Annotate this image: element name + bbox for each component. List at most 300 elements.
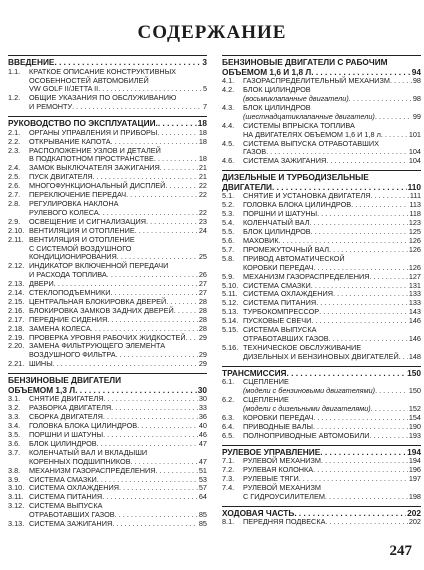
toc-entry bbox=[8, 360, 207, 369]
entry-page-number: 29 bbox=[198, 332, 207, 342]
entry-line bbox=[29, 351, 207, 360]
entry-title: РУЛЕВЫЕ ТЯГИ bbox=[243, 474, 299, 483]
entry-page-number: 21 bbox=[198, 163, 207, 173]
toc-entry bbox=[222, 255, 421, 273]
entry-number: 2.7. bbox=[8, 190, 21, 200]
entry-title: ОРГАНЫ УПРАВЛЕНИЯ И ПРИБОРЫ bbox=[29, 127, 158, 137]
entry-body bbox=[29, 342, 207, 360]
entry-number: 5.7. bbox=[222, 244, 235, 254]
entry-body bbox=[243, 157, 421, 166]
entry-page-number: 22 bbox=[198, 190, 207, 200]
entry-page-number: 85 bbox=[198, 510, 207, 520]
leader-dots bbox=[370, 432, 408, 441]
entry-title: БЛОК ЦИЛИНДРОВ bbox=[243, 102, 311, 112]
section-heading-text: БЕНЗИНОВЫЕ ДВИГАТЕЛИ bbox=[8, 375, 122, 386]
entry-number: 3.9. bbox=[8, 474, 21, 484]
entry-body bbox=[29, 449, 207, 467]
entry-line bbox=[29, 360, 207, 369]
entry-page-number: 125 bbox=[408, 227, 421, 237]
entry-body bbox=[29, 94, 207, 112]
leader-dots bbox=[72, 103, 202, 112]
entry-number: 3.10. bbox=[8, 483, 25, 493]
entry-number: 2.6. bbox=[8, 181, 21, 191]
leader-dots bbox=[316, 299, 408, 308]
toc-entry bbox=[8, 262, 207, 280]
leader-dots bbox=[349, 95, 412, 104]
entry-page-number: 133 bbox=[408, 298, 421, 308]
leader-dots bbox=[107, 316, 198, 325]
section-heading-text: ДИЗЕЛЬНЫЕ И ТУРБОДИЗЕЛЬНЫЕ bbox=[222, 172, 369, 183]
entry-page-number: 18 bbox=[198, 127, 207, 137]
entry-title: ДВЕРИ bbox=[29, 279, 54, 289]
entry-body bbox=[243, 255, 421, 273]
toc-entry bbox=[8, 200, 207, 218]
entry-page-number: 202 bbox=[408, 517, 421, 527]
leader-dots bbox=[103, 431, 198, 440]
entry-title: БЛОК ЦИЛИНДРОВ bbox=[243, 227, 311, 237]
entry-number: 8.1. bbox=[222, 517, 235, 527]
entry-title: КОЛЕНЧАТЫЙ ВАЛ И ВКЛАДЫШИ bbox=[29, 447, 148, 457]
entry-number: 5.6. bbox=[222, 235, 235, 245]
leader-dots bbox=[326, 157, 408, 166]
section-page-number: 150 bbox=[407, 367, 421, 378]
entry-page-number: 104 bbox=[408, 147, 421, 157]
entry-line bbox=[243, 493, 421, 502]
entry-title: И РЕМОНТУ bbox=[29, 102, 73, 112]
toc-entry bbox=[222, 344, 421, 362]
entry-title: РУЛЕВОГО КОЛЕСА bbox=[29, 207, 99, 217]
entry-number: 2.2. bbox=[8, 136, 21, 146]
entry-title: ПОРШНИ И ШАТУНЫ bbox=[243, 209, 318, 219]
entry-body bbox=[29, 262, 207, 280]
leader-dots bbox=[146, 218, 198, 227]
entry-title: РАСПОЛОЖЕНИЕ УЗЛОВ И ДЕТАЛЕЙ bbox=[29, 145, 161, 155]
entry-title: РУЛЕВАЯ КОЛОНКА bbox=[243, 465, 314, 475]
toc-entry bbox=[8, 68, 207, 95]
entry-number: 5.10. bbox=[222, 280, 239, 290]
leader-dots bbox=[314, 414, 408, 423]
entry-number: 2.5. bbox=[8, 172, 21, 182]
leader-dots bbox=[104, 395, 198, 404]
entry-line bbox=[243, 518, 421, 527]
entry-number: 4.1. bbox=[222, 76, 235, 86]
leader-dots bbox=[137, 422, 198, 431]
leader-dots bbox=[399, 353, 408, 362]
entry-number: 1.2. bbox=[8, 93, 21, 103]
leader-dots bbox=[309, 219, 407, 228]
leader-dots bbox=[174, 307, 198, 316]
entry-body bbox=[29, 68, 207, 95]
leader-dots bbox=[111, 404, 198, 413]
entry-page-number: 27 bbox=[198, 288, 207, 298]
entry-number: 2.14. bbox=[8, 288, 25, 298]
entry-number: 2.19. bbox=[8, 332, 25, 342]
entry-title: СИСТЕМА ВЫПУСКА bbox=[29, 501, 103, 511]
entry-page-number: 194 bbox=[408, 456, 421, 466]
entry-number: 6.3. bbox=[222, 412, 235, 422]
leader-dots bbox=[333, 290, 408, 299]
entry-page-number: 23 bbox=[198, 216, 207, 226]
entry-number: 4.4. bbox=[222, 120, 235, 130]
entry-number: 5.9. bbox=[222, 271, 235, 281]
entry-page-number: 47 bbox=[198, 438, 207, 448]
entry-subtitle: (модели с бензиновыми двигателями) bbox=[243, 386, 376, 396]
toc-entry bbox=[222, 432, 421, 441]
entry-number: 5.4. bbox=[222, 218, 235, 228]
entry-title: ПУСК ДВИГАТЕЛЯ bbox=[29, 172, 93, 182]
entry-number: 3.1. bbox=[8, 394, 21, 404]
entry-number: 6.2. bbox=[222, 395, 235, 405]
entry-number: 7.2. bbox=[222, 465, 235, 475]
leader-dots bbox=[154, 155, 198, 164]
entry-title: ОСОБЕННОСТЕЙ АВТОМОБИЛЕЙ bbox=[29, 75, 149, 85]
entry-page-number: 197 bbox=[408, 474, 421, 483]
entry-page-number: 47 bbox=[198, 456, 207, 466]
entry-number: 2.9. bbox=[8, 216, 21, 226]
entry-number: 5.3. bbox=[222, 209, 235, 219]
entry-number: 5.16. bbox=[222, 342, 239, 352]
entry-number: 2.17. bbox=[8, 314, 25, 324]
entry-page-number: 64 bbox=[198, 492, 207, 502]
entry-title: ГОЛОВКА БЛОКА ЦИЛИНДРОВ bbox=[29, 421, 138, 431]
entry-subtitle: (шестнадцатиклапанные двигатели) bbox=[243, 111, 375, 121]
leader-dots bbox=[375, 387, 408, 396]
entry-body bbox=[29, 147, 207, 165]
entry-number: 2.8. bbox=[8, 198, 21, 208]
entry-title: СИСТЕМА ПИТАНИЯ bbox=[243, 298, 317, 308]
toc-entry bbox=[222, 157, 421, 166]
entry-page-number: 152 bbox=[408, 403, 421, 413]
toc-entry bbox=[8, 449, 207, 467]
entry-number: 5.1. bbox=[222, 191, 235, 201]
entry-page-number: 28 bbox=[198, 296, 207, 306]
entry-title: СИСТЕМА СМАЗКИ bbox=[29, 474, 97, 484]
entry-page-number: 113 bbox=[409, 200, 421, 210]
section-page-number: 30 bbox=[197, 384, 207, 395]
entry-body bbox=[29, 360, 207, 369]
entry-title: ВОЗДУШНОГО ФИЛЬТРА bbox=[29, 350, 116, 360]
entry-title: ГАЗОРАСПРЕДЕЛИТЕЛЬНЫЙ МЕХАНИЗМ bbox=[243, 76, 391, 86]
section-heading-text: ХОДОВАЯ ЧАСТЬ bbox=[222, 507, 295, 518]
entry-title: ПРОМЕЖУТОЧНЫЙ ВАЛ bbox=[243, 244, 330, 254]
entry-number: 6.1. bbox=[222, 377, 235, 387]
entry-number: 2.15. bbox=[8, 296, 25, 306]
entry-title: КОЛЕНЧАТЫЙ ВАЛ bbox=[243, 218, 310, 228]
entry-page-number: 21 bbox=[198, 172, 207, 182]
entry-title: ПРОВЕРКА УРОВНЯ РАБОЧИХ ЖИДКОСТЕЙ bbox=[29, 332, 186, 342]
leader-dots bbox=[116, 351, 198, 360]
section-heading-text: ОБЪЕМОМ 1,3 Л bbox=[8, 384, 76, 395]
entry-title: С СИСТЕМОЙ ВОЗДУШНОГО bbox=[29, 243, 132, 253]
entry-title: ПУСКОВЫЕ СВЕЧИ bbox=[243, 316, 312, 326]
toc-entry bbox=[222, 484, 421, 502]
leader-dots bbox=[107, 271, 198, 280]
entry-number: 2.11. bbox=[8, 234, 24, 244]
entry-page-number: 5 bbox=[202, 84, 207, 94]
leader-dots bbox=[102, 493, 198, 502]
entry-page-number: 143 bbox=[408, 307, 421, 317]
entry-title: БЛОК ЦИЛИНДРОВ bbox=[243, 85, 311, 95]
entry-subtitle: (модели с дизельными двигателями) bbox=[243, 403, 371, 413]
entry-page-number: 126 bbox=[408, 235, 421, 245]
entry-page-number: 28 bbox=[198, 323, 207, 333]
entry-number: 2.16. bbox=[8, 305, 25, 315]
leader-dots bbox=[313, 466, 408, 475]
entry-number: 4.5. bbox=[222, 138, 235, 148]
entry-title: КОРОБКИ ПЕРЕДАЧ bbox=[243, 262, 314, 272]
entry-title: ПЕРЕДНЯЯ ПОДВЕСКА bbox=[243, 517, 326, 527]
entry-title: СИСТЕМА ВЫПУСКА bbox=[243, 325, 317, 335]
entry-page-number: 123 bbox=[408, 218, 421, 228]
toc-entry bbox=[222, 518, 421, 527]
entry-number: 5.12. bbox=[222, 298, 239, 308]
entry-title: БЛОК ЦИЛИНДРОВ bbox=[29, 438, 97, 448]
entry-title: ТУРБОКОМПРЕССОР bbox=[243, 307, 320, 317]
entry-title: НА ДВИГАТЕЛЯХ ОБЪЕМОМ 1,6 И 1,8 л bbox=[243, 129, 381, 139]
entry-number: 3.12. bbox=[8, 501, 25, 511]
entry-line bbox=[243, 432, 421, 441]
entry-page-number: 46 bbox=[198, 430, 207, 439]
entry-number: 1.1. bbox=[8, 66, 21, 76]
toc-entry bbox=[222, 396, 421, 414]
leader-dots bbox=[321, 457, 408, 466]
entry-title: ЗАМЕНА ФИЛЬТРУЮЩЕГО ЭЛЕМЕНТА bbox=[29, 341, 166, 351]
entry-body bbox=[243, 122, 421, 140]
entry-page-number: 127 bbox=[408, 271, 421, 281]
entry-page-number: 33 bbox=[198, 403, 207, 413]
leader-dots bbox=[325, 518, 407, 527]
entry-title: И РАСХОДА ТОПЛИВА bbox=[29, 270, 107, 280]
entry-title: КОНДИЦИОНИРОВАНИЯ bbox=[29, 252, 117, 262]
leader-dots bbox=[351, 201, 408, 210]
entry-title: ДИЗЕЛЬНЫХ И БЕНЗИНОВЫХ ДВИГАТЕЛЕЙ bbox=[243, 351, 399, 361]
leader-dots bbox=[381, 131, 408, 140]
entry-title: КОРЕННЫХ ПОДШИПНИКОВ bbox=[29, 456, 131, 466]
entry-title: ПЕРЕКЛЮЧЕНИЕ ПЕРЕДАЧ bbox=[29, 190, 127, 200]
entry-page-number: 146 bbox=[408, 316, 421, 326]
entry-title: СИСТЕМА ОХЛАЖДЕНИЯ bbox=[29, 483, 120, 493]
entry-title: ЗАМЕНА КОЛЕСА bbox=[29, 323, 91, 333]
toc-entry bbox=[222, 122, 421, 140]
entry-number: 2.18. bbox=[8, 323, 25, 333]
entry-body bbox=[243, 378, 421, 396]
section-page-number: 110 bbox=[407, 181, 421, 192]
entry-title: СНЯТИЕ И УСТАНОВКА ДВИГАТЕЛЯ bbox=[243, 191, 371, 201]
entry-title: РАЗБОРКА ДВИГАТЕЛЯ bbox=[29, 403, 112, 413]
entry-page-number: 193 bbox=[408, 430, 421, 440]
section-heading bbox=[8, 116, 207, 129]
entry-page-number: 98 bbox=[412, 94, 421, 103]
entry-line bbox=[243, 140, 421, 149]
entry-title: ОТКРЫВАНИЕ КАПОТА bbox=[29, 136, 111, 146]
leader-dots bbox=[317, 210, 408, 219]
entry-page-number: 53 bbox=[198, 474, 207, 484]
entry-number: 5.2. bbox=[222, 200, 235, 210]
entry-number: 5.5. bbox=[222, 227, 235, 237]
leader-dots bbox=[325, 493, 408, 502]
entry-number: 3.5. bbox=[8, 430, 21, 439]
toc-entry bbox=[222, 104, 421, 122]
entry-line bbox=[29, 520, 207, 529]
entry-title: ЦЕНТРАЛЬНАЯ БЛОКИРОВКА ДВЕРЕЙ bbox=[29, 296, 167, 306]
leader-dots bbox=[311, 228, 408, 237]
entry-number: 2.13. bbox=[8, 279, 25, 289]
section-page-number: 194 bbox=[407, 446, 421, 457]
entry-number: 2.1. bbox=[8, 127, 21, 137]
entry-title: ТЕХНИЧЕСКОЕ ОБСЛУЖИВАНИЕ bbox=[243, 342, 362, 352]
entry-number: 3.13. bbox=[8, 519, 25, 529]
entry-page-number: 126 bbox=[408, 262, 421, 272]
leader-dots bbox=[320, 448, 406, 458]
toc-entry bbox=[222, 378, 421, 396]
entry-title: ОБЩИЕ УКАЗАНИЯ ПО ОБСЛУЖИВАНИЮ bbox=[29, 93, 177, 103]
entry-number: 2.21. bbox=[8, 359, 25, 369]
entry-title: ПРИВОД АВТОМАТИЧЕСКОЙ bbox=[243, 253, 345, 263]
entry-title: СБОРКА ДВИГАТЕЛЯ bbox=[29, 412, 103, 422]
entry-title: СИСТЕМА ПИТАНИЯ bbox=[29, 492, 103, 502]
entry-title: СНЯТИЕ ДВИГАТЕЛЯ bbox=[29, 394, 104, 404]
entry-body bbox=[243, 140, 421, 158]
section-heading bbox=[8, 55, 207, 68]
entry-page-number: 133 bbox=[408, 289, 421, 299]
entry-number: 7.4. bbox=[222, 482, 235, 492]
toc-entry bbox=[222, 326, 421, 344]
entry-title: ПОРШНИ И ШАТУНЫ bbox=[29, 430, 104, 439]
entry-line bbox=[243, 157, 421, 166]
leader-dots bbox=[157, 129, 198, 138]
entry-page-number: 99 bbox=[412, 111, 421, 121]
entry-page-number: 126 bbox=[408, 244, 421, 254]
entry-page-number: 146 bbox=[408, 333, 421, 343]
entry-title: ПЕРЕДНИЕ СИДЕНИЯ bbox=[29, 314, 108, 324]
section-heading-text: БЕНЗИНОВЫЕ ДВИГАТЕЛИ С РАБОЧИМ bbox=[222, 57, 388, 67]
entry-title: РЕГУЛИРОВКА НАКЛОНА bbox=[29, 198, 119, 208]
entry-number: 2.3. bbox=[8, 145, 21, 155]
entry-title: ЗАМОК ВЫКЛЮЧАТЕЛЯ ЗАЖИГАНИЯ bbox=[29, 163, 160, 173]
section-heading-text: РУКОВОДСТВО ПО ЭКСПЛУАТАЦИИ. bbox=[8, 118, 158, 129]
entry-page-number: 111 bbox=[409, 191, 421, 201]
entry-page-number: 190 bbox=[408, 421, 421, 431]
entry-page-number: 22 bbox=[198, 207, 207, 217]
leader-dots bbox=[390, 77, 412, 86]
toc-entry bbox=[8, 342, 207, 360]
entry-title: КРАТКОЕ ОПИСАНИЕ КОНСТРУКТИВНЫХ bbox=[29, 66, 177, 76]
entry-number: 5.14. bbox=[222, 316, 239, 326]
entry-body bbox=[243, 86, 421, 104]
entry-page-number: 29 bbox=[198, 350, 207, 360]
leader-dots bbox=[319, 308, 408, 317]
entry-number: 3.3. bbox=[8, 412, 21, 422]
entry-title: С ГИДРОУСИЛИТЕЛЕМ bbox=[243, 491, 325, 501]
leader-dots bbox=[165, 182, 197, 191]
entry-title: VW GOLF II/JETTA II bbox=[29, 84, 99, 94]
entry-number: 7.3. bbox=[222, 474, 235, 483]
toc-entry bbox=[8, 236, 207, 263]
toc-left-column bbox=[8, 55, 207, 529]
entry-body bbox=[243, 104, 421, 122]
entry-title: СИСТЕМА ВЫПУСКА ОТРАБОТАВШИХ bbox=[243, 138, 379, 148]
leader-dots bbox=[371, 405, 408, 414]
leader-dots bbox=[158, 119, 197, 129]
entry-number: 5.11. bbox=[222, 289, 238, 299]
entry-page-number: 30 bbox=[198, 394, 207, 404]
section-page-number: 202 bbox=[407, 507, 421, 518]
entry-number: 3.6. bbox=[8, 438, 21, 448]
entry-page-number: 196 bbox=[408, 465, 421, 475]
entry-number: 3.2. bbox=[8, 403, 21, 413]
entry-title: РУЛЕВОЙ МЕХАНИЗМ bbox=[243, 456, 322, 466]
entry-title: СИСТЕМА СМАЗКИ bbox=[243, 280, 311, 290]
leader-dots bbox=[370, 273, 408, 282]
entry-number: 6.5. bbox=[222, 430, 235, 440]
toc-right-column bbox=[222, 55, 421, 527]
entry-page-number: 98 bbox=[412, 76, 421, 86]
leader-dots bbox=[135, 227, 198, 236]
entry-page-number: 28 bbox=[198, 305, 207, 315]
entry-body bbox=[243, 432, 421, 441]
leader-dots bbox=[186, 334, 198, 343]
section-heading bbox=[222, 55, 421, 77]
entry-title: СТЕКЛОПОДЪЕМНИКИ bbox=[29, 288, 111, 298]
entry-page-number: 40 bbox=[198, 421, 207, 431]
entry-number: 6.4. bbox=[222, 421, 235, 431]
entry-body bbox=[29, 520, 207, 529]
entry-page-number: 148 bbox=[408, 351, 421, 361]
entry-number: 2.20. bbox=[8, 341, 25, 351]
entry-page-number: 57 bbox=[198, 483, 207, 493]
section-heading-text: ТРАНСМИССИЯ bbox=[222, 367, 287, 378]
entry-title: МНОГОФУНКЦИОНАЛЬНЫЙ ДИСПЛЕЙ bbox=[29, 181, 166, 191]
entry-number: 4.3. bbox=[222, 102, 235, 112]
entry-title: ГОЛОВКА БЛОКА ЦИЛИНДРОВ bbox=[243, 200, 352, 210]
section-heading bbox=[222, 170, 421, 192]
leader-dots bbox=[160, 164, 198, 173]
entry-number: 5.15. bbox=[222, 325, 239, 335]
entry-page-number: 154 bbox=[408, 412, 421, 422]
section-heading-text: РУЛЕВОЕ УПРАВЛЕНИЕ bbox=[222, 446, 321, 457]
entry-body bbox=[243, 518, 421, 527]
section-page-number: 94 bbox=[411, 66, 421, 77]
entry-title: ОТРАБОТАВШИХ ГАЗОВ bbox=[29, 510, 115, 520]
entry-page-number: 101 bbox=[408, 129, 421, 139]
entry-title: ПОЛНОПРИВОДНЫЕ АВТОМОБИЛИ bbox=[243, 430, 370, 440]
leader-dots bbox=[119, 484, 198, 493]
entry-page-number: 150 bbox=[408, 386, 421, 396]
entry-title: СЦЕПЛЕНИЕ bbox=[243, 377, 289, 387]
toc-entry bbox=[8, 147, 207, 165]
entry-body bbox=[243, 484, 421, 502]
entry-title: ОТРАБОТАВШИХ ГАЗОВ bbox=[243, 333, 329, 343]
entry-title: БЛОКИРОВКА ЗАМКОВ ЗАДНИХ ДВЕРЕЙ bbox=[29, 305, 174, 315]
entry-number: 3.8. bbox=[8, 465, 21, 475]
page-number: 247 bbox=[389, 543, 412, 559]
entry-page-number: 26 bbox=[198, 270, 207, 280]
entry-page-number: 18 bbox=[198, 136, 207, 146]
entry-line bbox=[29, 271, 207, 280]
entry-number: 2.4. bbox=[8, 163, 21, 173]
entry-body bbox=[29, 200, 207, 218]
leader-dots bbox=[112, 520, 198, 529]
entry-number: 2.10. bbox=[8, 225, 25, 235]
entry-title: МЕХАНИЗМ ГАЗОРАСПРЕДЕЛЕНИЯ bbox=[243, 271, 370, 281]
entry-title: КОРОБКИ ПЕРЕДАЧ bbox=[243, 412, 314, 422]
section-heading bbox=[8, 373, 207, 395]
entry-page-number: 118 bbox=[409, 209, 421, 219]
toc-entry bbox=[8, 520, 207, 529]
section-heading-text: ВВЕДЕНИЕ bbox=[8, 57, 55, 67]
leader-dots bbox=[156, 467, 198, 476]
section-page-number: 18 bbox=[197, 118, 207, 129]
